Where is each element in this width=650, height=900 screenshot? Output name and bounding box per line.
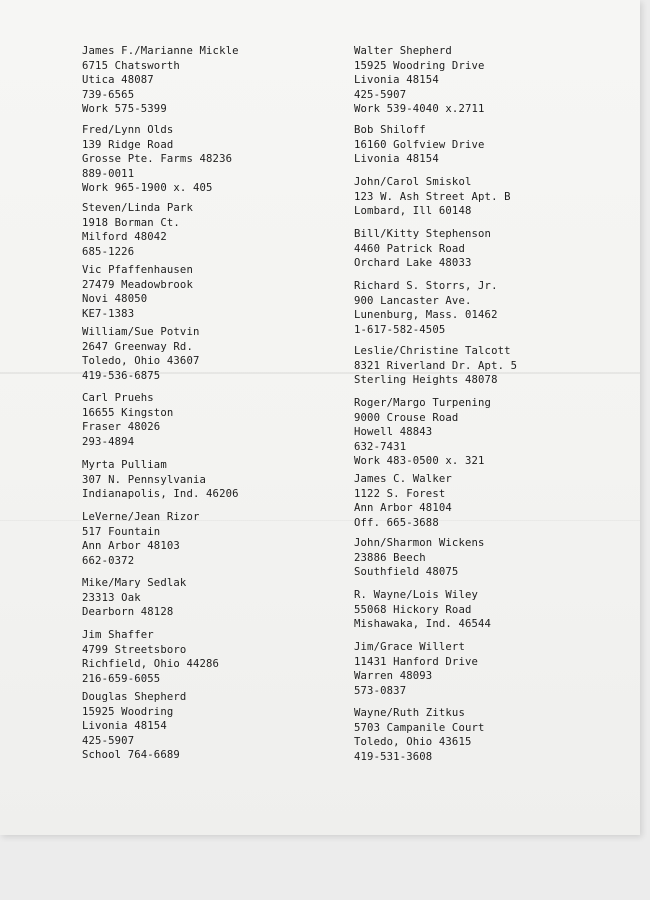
address-entry (354, 227, 491, 271)
address-entry (354, 344, 517, 388)
address-entry (82, 263, 193, 321)
address-entry (354, 175, 511, 219)
entry-name: LeVerne/Jean Rizor (82, 511, 200, 523)
entry-detail-line: Lunenburg, Mass. 01462 (354, 309, 498, 322)
address-entry (82, 628, 219, 686)
entry-detail-line: Milford 48042 (82, 231, 167, 244)
entry-detail-line: Dearborn 48128 (82, 606, 174, 619)
address-entry (82, 510, 200, 568)
entry-detail-line: Livonia 48154 (354, 74, 439, 87)
entry-detail-line: 1-617-582-4505 (354, 323, 446, 336)
address-entry (354, 472, 452, 530)
entry-detail-line: 685-1226 (82, 245, 135, 258)
entry-detail-line: 2647 Greenway Rd. (82, 340, 193, 353)
entry-name: Walter Shepherd (354, 45, 452, 57)
entry-detail-line: 517 Fountain (82, 525, 161, 538)
entry-detail-line: Off. 665-3688 (354, 516, 439, 529)
address-entry (82, 123, 232, 196)
entry-detail-line: Livonia 48154 (82, 720, 167, 733)
entry-name: Richard S. Storrs, Jr. (354, 280, 498, 292)
entry-detail-line: 4460 Patrick Road (354, 242, 465, 255)
entry-detail-line: Work 539-4040 x.2711 (354, 103, 485, 116)
entry-detail-line: 739-6565 (82, 88, 135, 101)
entry-detail-line: Novi 48050 (82, 293, 148, 306)
entry-detail-line: 425-5907 (82, 734, 135, 747)
entry-detail-line: Ann Arbor 48104 (354, 502, 452, 515)
entry-detail-line: 1122 S. Forest (354, 487, 446, 500)
entry-detail-line: 216-659-6055 (82, 672, 161, 685)
entry-name: John/Carol Smiskol (354, 176, 472, 188)
entry-detail-line: Ann Arbor 48103 (82, 540, 180, 553)
address-entry (354, 44, 485, 117)
entry-name: Carl Pruehs (82, 392, 154, 404)
entry-detail-line: 55068 Hickory Road (354, 603, 472, 616)
entry-detail-line: 123 W. Ash Street Apt. B (354, 190, 511, 203)
entry-detail-line: 419-536-6875 (82, 369, 161, 382)
entry-detail-line: 16655 Kingston (82, 406, 174, 419)
address-entry (82, 391, 173, 449)
entry-name: Jim Shaffer (82, 629, 154, 641)
entry-detail-line: Work 575-5399 (82, 103, 167, 116)
entry-detail-line: KE7-1383 (82, 307, 135, 320)
entry-detail-line: 293-4894 (82, 435, 135, 448)
entry-name: Roger/Margo Turpening (354, 397, 492, 409)
entry-name: John/Sharmon Wickens (354, 537, 485, 549)
address-entry (354, 396, 491, 469)
entry-name: Fred/Lynn Olds (82, 124, 174, 136)
entry-name: Leslie/Christine Talcott (354, 345, 511, 357)
address-entry (82, 576, 186, 620)
entry-detail-line: 15925 Woodring Drive (354, 59, 485, 72)
entry-detail-line: 900 Lancaster Ave. (354, 294, 472, 307)
entry-detail-line: Toledo, Ohio 43607 (82, 355, 200, 368)
address-entry (354, 588, 491, 632)
entry-detail-line: Grosse Pte. Farms 48236 (82, 153, 233, 166)
entry-name: James F./Marianne Mickle (82, 45, 239, 57)
address-entry (82, 44, 239, 117)
entry-detail-line: Warren 48093 (354, 670, 433, 683)
entry-detail-line: 662-0372 (82, 554, 135, 567)
entry-detail-line: 9000 Crouse Road (354, 411, 459, 424)
address-entry (82, 325, 200, 383)
entry-name: Steven/Linda Park (82, 202, 193, 214)
entry-detail-line: 6715 Chatsworth (82, 59, 180, 72)
entry-name: R. Wayne/Lois Wiley (354, 589, 479, 601)
entry-detail-line: 15925 Woodring (82, 705, 174, 718)
address-entry (82, 690, 186, 763)
entry-name: Douglas Shepherd (82, 691, 187, 703)
entry-detail-line: Mishawaka, Ind. 46544 (354, 618, 492, 631)
entry-detail-line: 419-531-3608 (354, 750, 433, 763)
address-entry (82, 201, 193, 259)
address-entry (354, 123, 485, 167)
entry-name: Wayne/Ruth Zitkus (354, 707, 465, 719)
entry-detail-line: Toledo, Ohio 43615 (354, 736, 472, 749)
entry-name: James C. Walker (354, 473, 452, 485)
entry-detail-line: Orchard Lake 48033 (354, 257, 472, 270)
entry-detail-line: Livonia 48154 (354, 153, 439, 166)
entry-detail-line: Work 483-0500 x. 321 (354, 455, 485, 468)
entry-detail-line: Howell 48843 (354, 426, 433, 439)
entry-detail-line: Richfield, Ohio 44286 (82, 658, 220, 671)
entry-detail-line: 632-7431 (354, 440, 407, 453)
entry-detail-line: 8321 Riverland Dr. Apt. 5 (354, 359, 518, 372)
entry-detail-line: Indianapolis, Ind. 46206 (82, 488, 239, 501)
entry-detail-line: Utica 48087 (82, 74, 154, 87)
entry-name: Mike/Mary Sedlak (82, 577, 187, 589)
entry-detail-line: 16160 Golfview Drive (354, 138, 485, 151)
entry-detail-line: 307 N. Pennsylvania (82, 473, 207, 486)
address-entry (354, 536, 485, 580)
entry-detail-line: Work 965-1900 x. 405 (82, 182, 213, 195)
entry-detail-line: 5703 Campanile Court (354, 721, 485, 734)
entry-detail-line: 573-0837 (354, 684, 407, 697)
entry-name: Vic Pfaffenhausen (82, 264, 193, 276)
address-entry (354, 279, 498, 337)
address-entry (354, 640, 478, 698)
entry-detail-line: 139 Ridge Road (82, 138, 174, 151)
entry-detail-line: School 764-6689 (82, 749, 180, 762)
entry-name: William/Sue Potvin (82, 326, 200, 338)
entry-detail-line: 27479 Meadowbrook (82, 278, 193, 291)
address-entry (354, 706, 485, 764)
entry-detail-line: 23886 Beech (354, 551, 426, 564)
entry-detail-line: Sterling Heights 48078 (354, 374, 498, 387)
entry-name: Myrta Pulliam (82, 459, 167, 471)
entry-detail-line: 889-0011 (82, 167, 135, 180)
entry-detail-line: 23313 Oak (82, 591, 141, 604)
entry-detail-line: 425-5907 (354, 88, 407, 101)
address-entry (82, 458, 239, 502)
entry-detail-line: 4799 Streetsboro (82, 643, 187, 656)
entry-detail-line: Lombard, Ill 60148 (354, 205, 472, 218)
entry-name: Bill/Kitty Stephenson (354, 228, 492, 240)
entry-name: Bob Shiloff (354, 124, 426, 136)
entry-detail-line: Southfield 48075 (354, 566, 459, 579)
entry-detail-line: 1918 Borman Ct. (82, 216, 180, 229)
entry-name: Jim/Grace Willert (354, 641, 465, 653)
entry-detail-line: 11431 Hanford Drive (354, 655, 479, 668)
entry-detail-line: Fraser 48026 (82, 421, 161, 434)
